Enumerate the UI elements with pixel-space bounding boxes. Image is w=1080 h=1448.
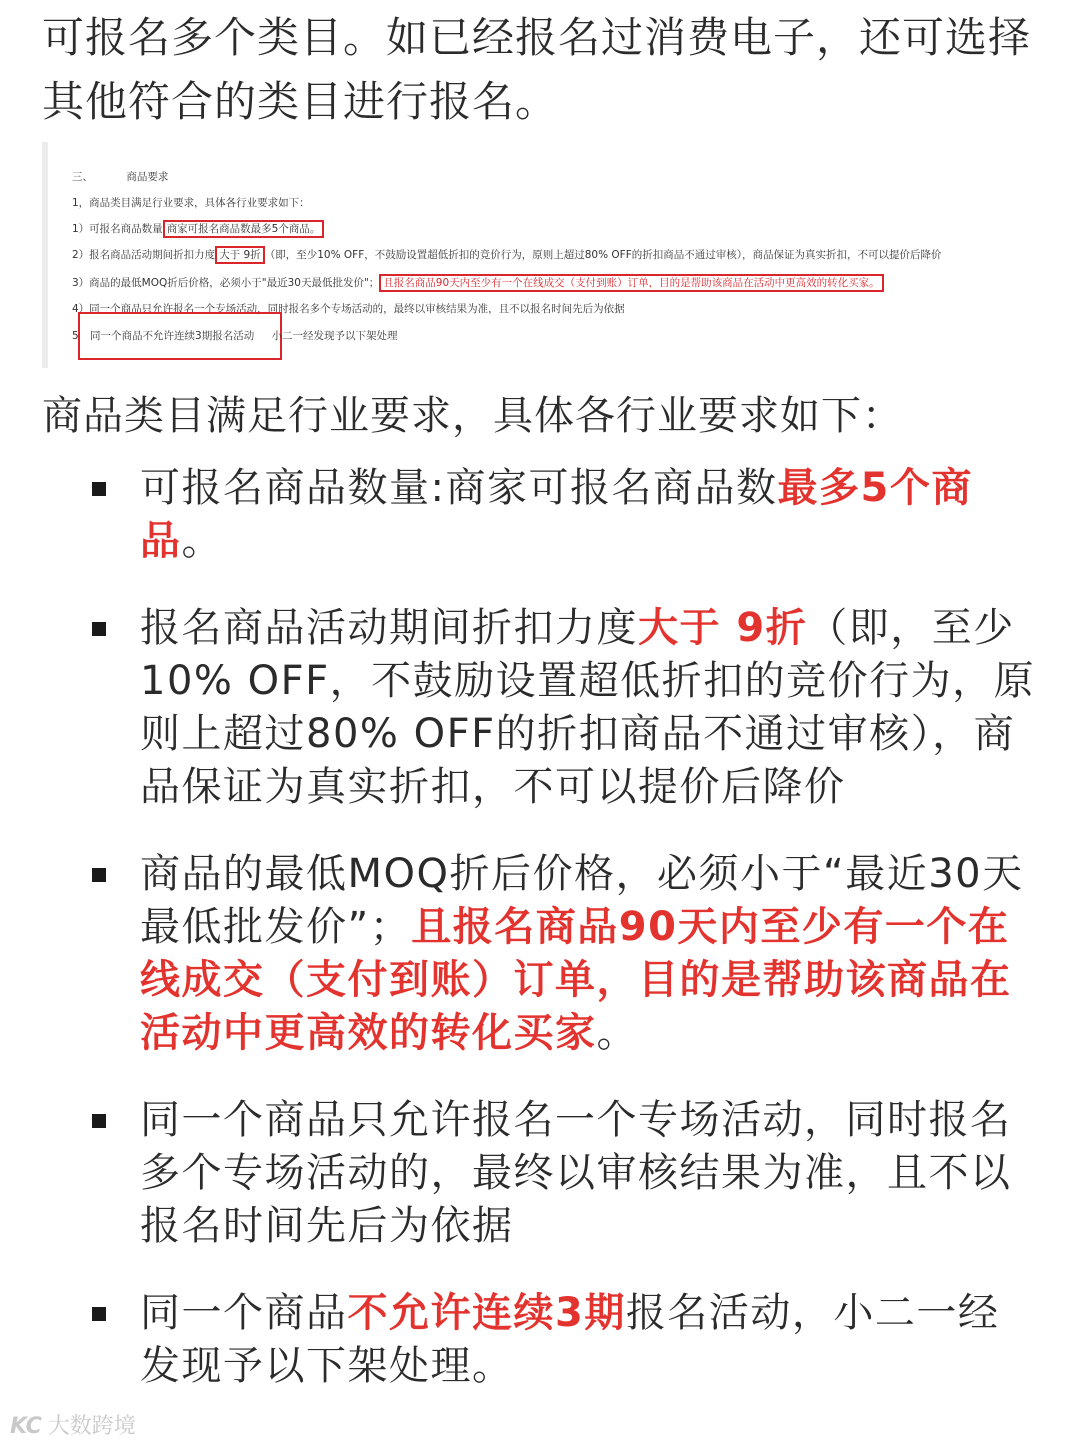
list-item bbox=[0, 1287, 1080, 1393]
screenshot-line-6-rest: 小二一经发现予以下架处理 bbox=[271, 330, 398, 342]
screenshot-heading-number: 三、 bbox=[72, 171, 93, 183]
screenshot-heading-text: 商品要求 bbox=[126, 171, 169, 183]
watermark-logo-icon: KC bbox=[10, 1414, 42, 1439]
item-highlight: 大于 9折 bbox=[638, 605, 808, 651]
list-item bbox=[0, 848, 1080, 1060]
screenshot-line-2 bbox=[72, 220, 324, 238]
requirements-list bbox=[0, 462, 1080, 1427]
square-bullet-icon bbox=[92, 868, 106, 882]
screenshot-heading bbox=[72, 168, 168, 186]
screenshot-line-6-number: 5 bbox=[72, 330, 79, 342]
screenshot-line-4 bbox=[72, 274, 884, 292]
list-item bbox=[0, 462, 1080, 568]
item-text: 商品的最低MOQ折后价格，必须小于“最近30天最低批发价”； bbox=[140, 851, 1024, 950]
screenshot-line-6 bbox=[72, 327, 398, 345]
square-bullet-icon bbox=[92, 482, 106, 496]
watermark bbox=[10, 1409, 136, 1440]
square-bullet-icon bbox=[92, 1114, 106, 1128]
list-item bbox=[0, 1094, 1080, 1253]
screenshot-line-2-highlight: 商家可报名商品数最多5个商品。 bbox=[163, 220, 325, 238]
lead-paragraph: 商品类目满足行业要求，具体各行业要求如下： bbox=[42, 393, 903, 439]
item-text: 报名商品活动期间折扣力度 bbox=[140, 605, 638, 651]
screenshot-line-1: 1，商品类目满足行业要求，具体各行业要求如下： bbox=[72, 197, 310, 209]
screenshot-line-2-text: 1）可报名商品数量 bbox=[72, 223, 163, 235]
item-highlight: 且报名商品90天内至少有一个在线成交（支付到账）订单，目的是帮助该商品在活动中更高效的转化买家 bbox=[140, 904, 1012, 1056]
screenshot-line-5: 4）同一个商品只允许报名一个专场活动，同时报名多个专场活动的，最终以审核结果为准，且不以报名时间先后为依据 bbox=[72, 303, 625, 315]
square-bullet-icon bbox=[92, 1307, 106, 1321]
item-highlight: 最多5个商品 bbox=[140, 465, 973, 564]
screenshot-line-3 bbox=[72, 246, 942, 264]
watermark-text: 大数跨境 bbox=[47, 1414, 136, 1439]
screenshot-line-6-highlight: 同一个商品不允许连续3期报名活动 bbox=[90, 330, 255, 342]
item-text-end: 报名活动，小二一经发现予以下架处理。 bbox=[140, 1290, 1000, 1389]
item-text: 可报名商品数量:商家可报名商品数 bbox=[140, 465, 778, 511]
intro-paragraph: 可报名多个类目。如已经报名过消费电子，还可选择其他符合的类目进行报名。 bbox=[42, 13, 1032, 126]
item-text-end: 。 bbox=[596, 1010, 638, 1056]
screenshot-line-3-text: 2）报名商品活动期间折扣力度 bbox=[72, 249, 216, 261]
item-text-end: （即，至少10% OFF，不鼓励设置超低折扣的竞价行为，原则上超过80% OFF的折扣商品不通过审核），商品保证为真实折扣，不可以提价后降价 bbox=[140, 605, 1036, 810]
item-text-end: 。 bbox=[181, 518, 223, 564]
screenshot-line-3-rest: （即，至少10% OFF，不鼓励设置超低折扣的竞价行为，原则上超过80% OFF的折扣商品不通过审核），商品保证为真实折扣，不可以提价后降价 bbox=[264, 249, 942, 261]
screenshot-line-3-highlight: 大于 9折 bbox=[215, 246, 265, 264]
item-text: 同一个商品只允许报名一个专场活动，同时报名多个专场活动的，最终以审核结果为准，且不以报名时间先后为依据 bbox=[140, 1097, 1012, 1249]
screenshot-line-4-text: 3）商品的最低MOQ折后价格，必须小于"最近30天最低批发价"； bbox=[72, 277, 380, 289]
item-highlight: 不允许连续3期 bbox=[347, 1290, 626, 1336]
square-bullet-icon bbox=[92, 622, 106, 636]
item-text: 同一个商品 bbox=[140, 1290, 348, 1336]
screenshot-line-4-highlight: 且报名商品90天内至少有一个在线成交（支付到账）订单，目的是帮助该商品在活动中更高效的转化买家。 bbox=[379, 274, 883, 292]
list-item bbox=[0, 602, 1080, 814]
requirements-screenshot bbox=[42, 142, 1038, 368]
